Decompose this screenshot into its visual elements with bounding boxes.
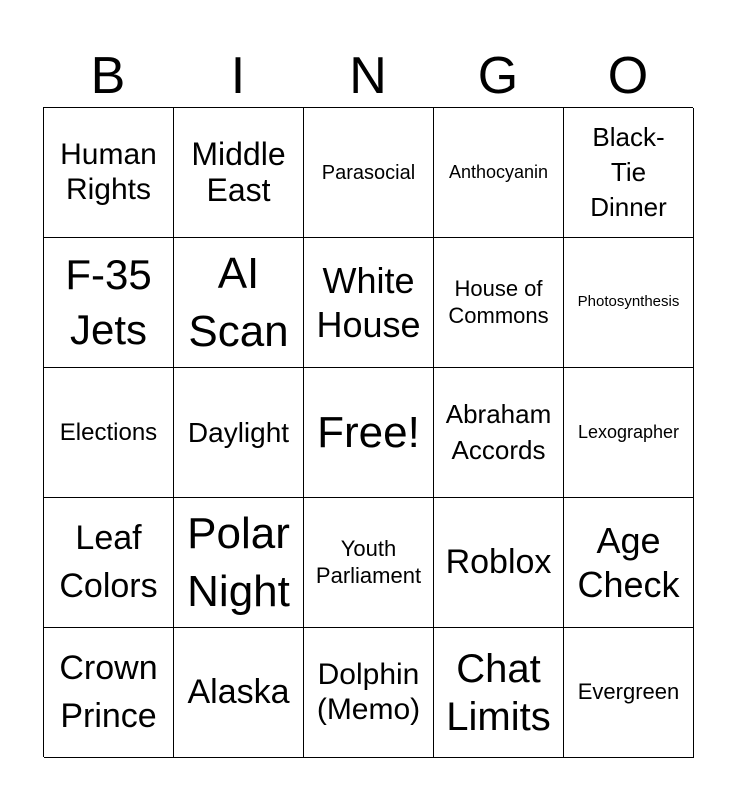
bingo-cell-g3[interactable] [434,368,564,498]
bingo-cell-o3[interactable] [564,368,694,498]
bingo-cell-o4[interactable] [564,498,694,628]
cell-label: Photosynthesis [577,293,680,311]
bingo-cell-i2[interactable] [174,238,304,368]
cell-label: Anthocyanin [448,162,549,183]
bingo-cell-i3[interactable] [174,368,304,498]
bingo-cell-g1[interactable] [434,108,564,238]
bingo-cell-o1[interactable] [564,108,694,238]
bingo-header [43,42,693,108]
cell-label: Abraham Accords [445,399,552,465]
cell-label: Leaf Colors [59,518,158,605]
bingo-cell-b5[interactable] [44,628,174,758]
cell-label: Crown Prince [59,648,158,735]
bingo-cell-g5[interactable] [434,628,564,758]
bingo-cell-g2[interactable] [434,238,564,368]
header-letter-i: I [230,47,246,105]
header-letter-n: N [349,47,387,105]
cell-label: Human Rights [60,138,157,206]
cell-label: House of Commons [448,276,549,328]
bingo-cell-b3[interactable] [44,368,174,498]
bingo-cell-o2[interactable] [564,238,694,368]
cell-label: Chat Limits [446,646,551,739]
free-space-label: Free! [317,407,420,457]
cell-label: AI Scan [188,249,289,356]
bingo-cell-b4[interactable] [44,498,174,628]
cell-label: Alaska [187,672,290,711]
header-letter-g: G [477,47,519,105]
bingo-cell-i4[interactable] [174,498,304,628]
cell-label: Daylight [187,416,290,448]
bingo-cell-n4[interactable] [304,498,434,628]
cell-label: Roblox [445,542,552,581]
cell-label: Evergreen [577,679,680,705]
cell-label: Age Check [577,520,680,605]
header-letter-b: B [90,47,126,105]
cell-label: Lexographer [577,422,680,443]
cell-label: Middle East [191,136,286,208]
bingo-cell-n2[interactable] [304,238,434,368]
bingo-cell-n5[interactable] [304,628,434,758]
bingo-cell-n3 free-space[interactable] [304,368,434,498]
cell-label: Dolphin (Memo) [316,658,421,726]
bingo-cell-g4[interactable] [434,498,564,628]
bingo-cell-i5[interactable] [174,628,304,758]
bingo-board [43,107,693,757]
cell-label: F-35 Jets [65,250,152,353]
header-letter-o: O [607,47,649,105]
bingo-cell-o5[interactable] [564,628,694,758]
cell-label: Black- Tie Dinner [590,121,667,223]
bingo-cell-i1[interactable] [174,108,304,238]
cell-label: Elections [59,418,158,446]
bingo-cell-n1[interactable] [304,108,434,238]
cell-label: Youth Parliament [315,536,422,588]
cell-label: White House [316,260,421,345]
cell-label: Polar Night [187,509,290,616]
bingo-cell-b2[interactable] [44,238,174,368]
cell-label: Parasocial [321,161,416,184]
bingo-cell-b1[interactable] [44,108,174,238]
